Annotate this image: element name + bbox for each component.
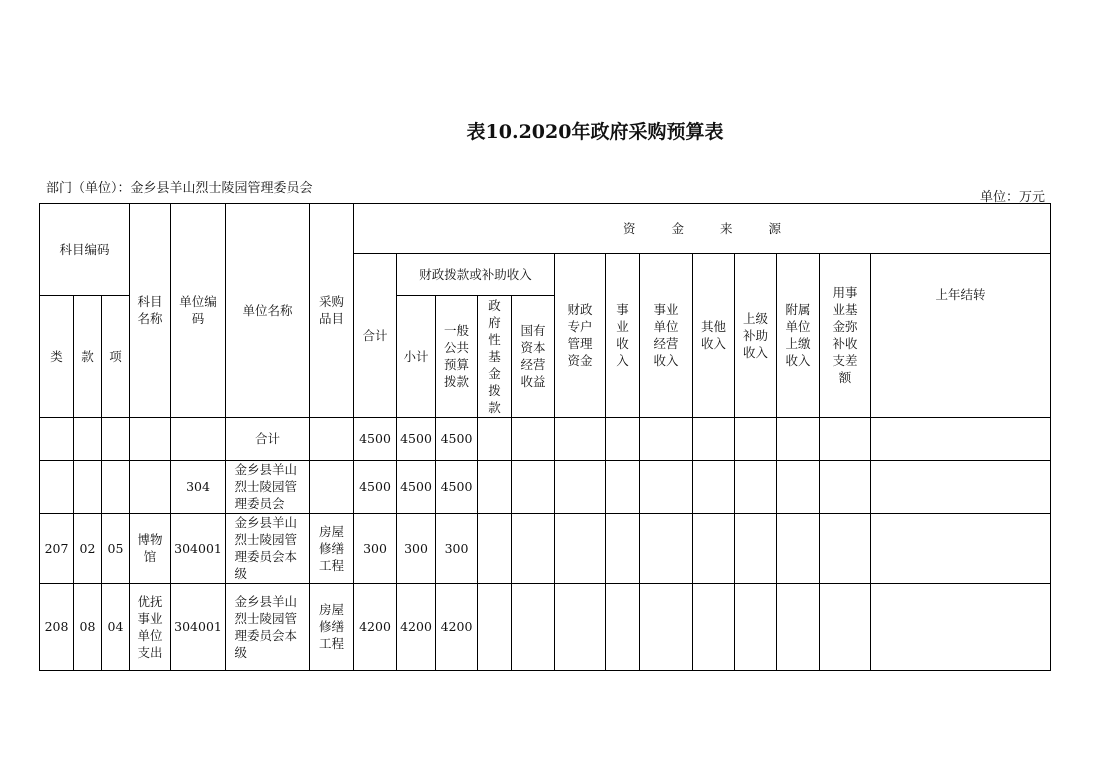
cell-unit-code: 304001 bbox=[171, 584, 226, 671]
header-xiang: 项 bbox=[102, 296, 130, 418]
cell-empty bbox=[512, 418, 555, 461]
cell-empty bbox=[640, 418, 693, 461]
cell-lei: 208 bbox=[40, 584, 74, 671]
cell-subtotal: 4500 bbox=[397, 418, 436, 461]
cell-unit-code bbox=[171, 418, 226, 461]
cell-empty bbox=[820, 514, 871, 584]
cell-lei: 207 bbox=[40, 514, 74, 584]
cell-empty bbox=[735, 461, 777, 514]
header-subtotal: 小计 bbox=[397, 296, 436, 418]
cell-empty bbox=[735, 514, 777, 584]
page-title: 表10.2020年政府采购预算表 bbox=[466, 121, 724, 143]
cell-unit-name: 金乡县羊山烈士陵园管理委员会本级 bbox=[226, 514, 310, 584]
cell-empty bbox=[478, 418, 512, 461]
cell-empty bbox=[555, 584, 606, 671]
cell-subject-name: 优抚事业单位支出 bbox=[130, 584, 171, 671]
cell-subject-name: 博物馆 bbox=[130, 514, 171, 584]
header-purchase-item: 采购品目 bbox=[310, 204, 354, 418]
cell-subject-name bbox=[130, 418, 171, 461]
cell-empty bbox=[693, 461, 735, 514]
cell-total: 300 bbox=[354, 514, 397, 584]
table-row bbox=[40, 418, 1051, 461]
cell-empty bbox=[640, 461, 693, 514]
cell-empty bbox=[777, 584, 820, 671]
cell-empty bbox=[735, 584, 777, 671]
cell-empty bbox=[640, 584, 693, 671]
cell-empty bbox=[478, 584, 512, 671]
header-affiliated-income: 附属单位上缴收入 bbox=[777, 254, 820, 418]
header-kuan: 款 bbox=[74, 296, 102, 418]
cell-empty bbox=[606, 461, 640, 514]
header-last-year-carryover: 上年结转 bbox=[871, 254, 1051, 418]
cell-xiang bbox=[102, 418, 130, 461]
header-fiscal-group: 财政拨款或补助收入 bbox=[397, 254, 555, 296]
cell-total: 4500 bbox=[354, 461, 397, 514]
cell-subtotal: 4200 bbox=[397, 584, 436, 671]
cell-empty bbox=[777, 418, 820, 461]
cell-item bbox=[310, 461, 354, 514]
cell-empty bbox=[693, 418, 735, 461]
cell-general: 4200 bbox=[436, 584, 478, 671]
cell-kuan: 02 bbox=[74, 514, 102, 584]
cell-empty bbox=[555, 514, 606, 584]
cell-kuan bbox=[74, 418, 102, 461]
cell-unit-code: 304001 bbox=[171, 514, 226, 584]
cell-item bbox=[310, 418, 354, 461]
cell-empty bbox=[735, 418, 777, 461]
cell-lei bbox=[40, 418, 74, 461]
cell-empty bbox=[478, 461, 512, 514]
header-other-income: 其他收入 bbox=[693, 254, 735, 418]
table-row bbox=[40, 461, 1051, 514]
procurement-budget-table bbox=[39, 203, 1051, 671]
cell-empty bbox=[478, 514, 512, 584]
cell-kuan bbox=[74, 461, 102, 514]
cell-xiang: 05 bbox=[102, 514, 130, 584]
cell-xiang bbox=[102, 461, 130, 514]
cell-xiang: 04 bbox=[102, 584, 130, 671]
cell-empty bbox=[693, 584, 735, 671]
header-total: 合计 bbox=[354, 254, 397, 418]
header-gov-fund: 政府性基金拨款 bbox=[478, 296, 512, 418]
cell-empty bbox=[555, 461, 606, 514]
cell-total: 4500 bbox=[354, 418, 397, 461]
header-subject-name: 科目名称 bbox=[130, 204, 171, 418]
cell-unit-name: 金乡县羊山烈士陵园管理委员会本级 bbox=[226, 584, 310, 671]
header-fiscal-special: 财政专户管理资金 bbox=[555, 254, 606, 418]
header-fund-source: 资金来源 bbox=[354, 204, 1051, 254]
header-lei: 类 bbox=[40, 296, 74, 418]
cell-general: 300 bbox=[436, 514, 478, 584]
department-label: 部门（单位）：金乡县羊山烈士陵园管理委员会 bbox=[46, 181, 313, 196]
cell-kuan: 08 bbox=[74, 584, 102, 671]
cell-general: 4500 bbox=[436, 418, 478, 461]
header-general-budget: 一般公共预算拨款 bbox=[436, 296, 478, 418]
cell-empty bbox=[606, 514, 640, 584]
header-state-capital: 国有资本经营收益 bbox=[512, 296, 555, 418]
cell-total: 4200 bbox=[354, 584, 397, 671]
header-unit-code: 单位编码 bbox=[171, 204, 226, 418]
cell-subtotal: 300 bbox=[397, 514, 436, 584]
cell-item: 房屋修缮工程 bbox=[310, 584, 354, 671]
cell-item: 房屋修缮工程 bbox=[310, 514, 354, 584]
cell-empty bbox=[512, 584, 555, 671]
cell-empty bbox=[871, 461, 1051, 514]
cell-lei bbox=[40, 461, 74, 514]
cell-empty bbox=[512, 514, 555, 584]
header-subject-code: 科目编码 bbox=[40, 204, 130, 296]
cell-empty bbox=[820, 418, 871, 461]
cell-subject-name bbox=[130, 461, 171, 514]
header-business-unit-income: 事业单位经营收入 bbox=[640, 254, 693, 418]
cell-empty bbox=[871, 418, 1051, 461]
header-business-income: 事业收入 bbox=[606, 254, 640, 418]
cell-empty bbox=[606, 418, 640, 461]
header-fund-gap: 用事业基金弥补收支差额 bbox=[820, 254, 871, 418]
header-superior-subsidy: 上级补助收入 bbox=[735, 254, 777, 418]
cell-empty bbox=[606, 584, 640, 671]
unit-label: 单位：万元 bbox=[979, 190, 1045, 205]
cell-empty bbox=[640, 514, 693, 584]
cell-empty bbox=[871, 514, 1051, 584]
cell-empty bbox=[693, 514, 735, 584]
cell-subtotal: 4500 bbox=[397, 461, 436, 514]
cell-empty bbox=[555, 418, 606, 461]
cell-empty bbox=[777, 461, 820, 514]
cell-unit-code: 304 bbox=[171, 461, 226, 514]
cell-empty bbox=[777, 514, 820, 584]
table-row bbox=[40, 584, 1051, 671]
cell-empty bbox=[512, 461, 555, 514]
cell-empty bbox=[871, 584, 1051, 671]
cell-general: 4500 bbox=[436, 461, 478, 514]
cell-empty bbox=[820, 584, 871, 671]
cell-unit-name: 合计 bbox=[226, 418, 310, 461]
cell-empty bbox=[820, 461, 871, 514]
cell-unit-name: 金乡县羊山烈士陵园管理委员会 bbox=[226, 461, 310, 514]
header-unit-name: 单位名称 bbox=[226, 204, 310, 418]
table-row bbox=[40, 514, 1051, 584]
